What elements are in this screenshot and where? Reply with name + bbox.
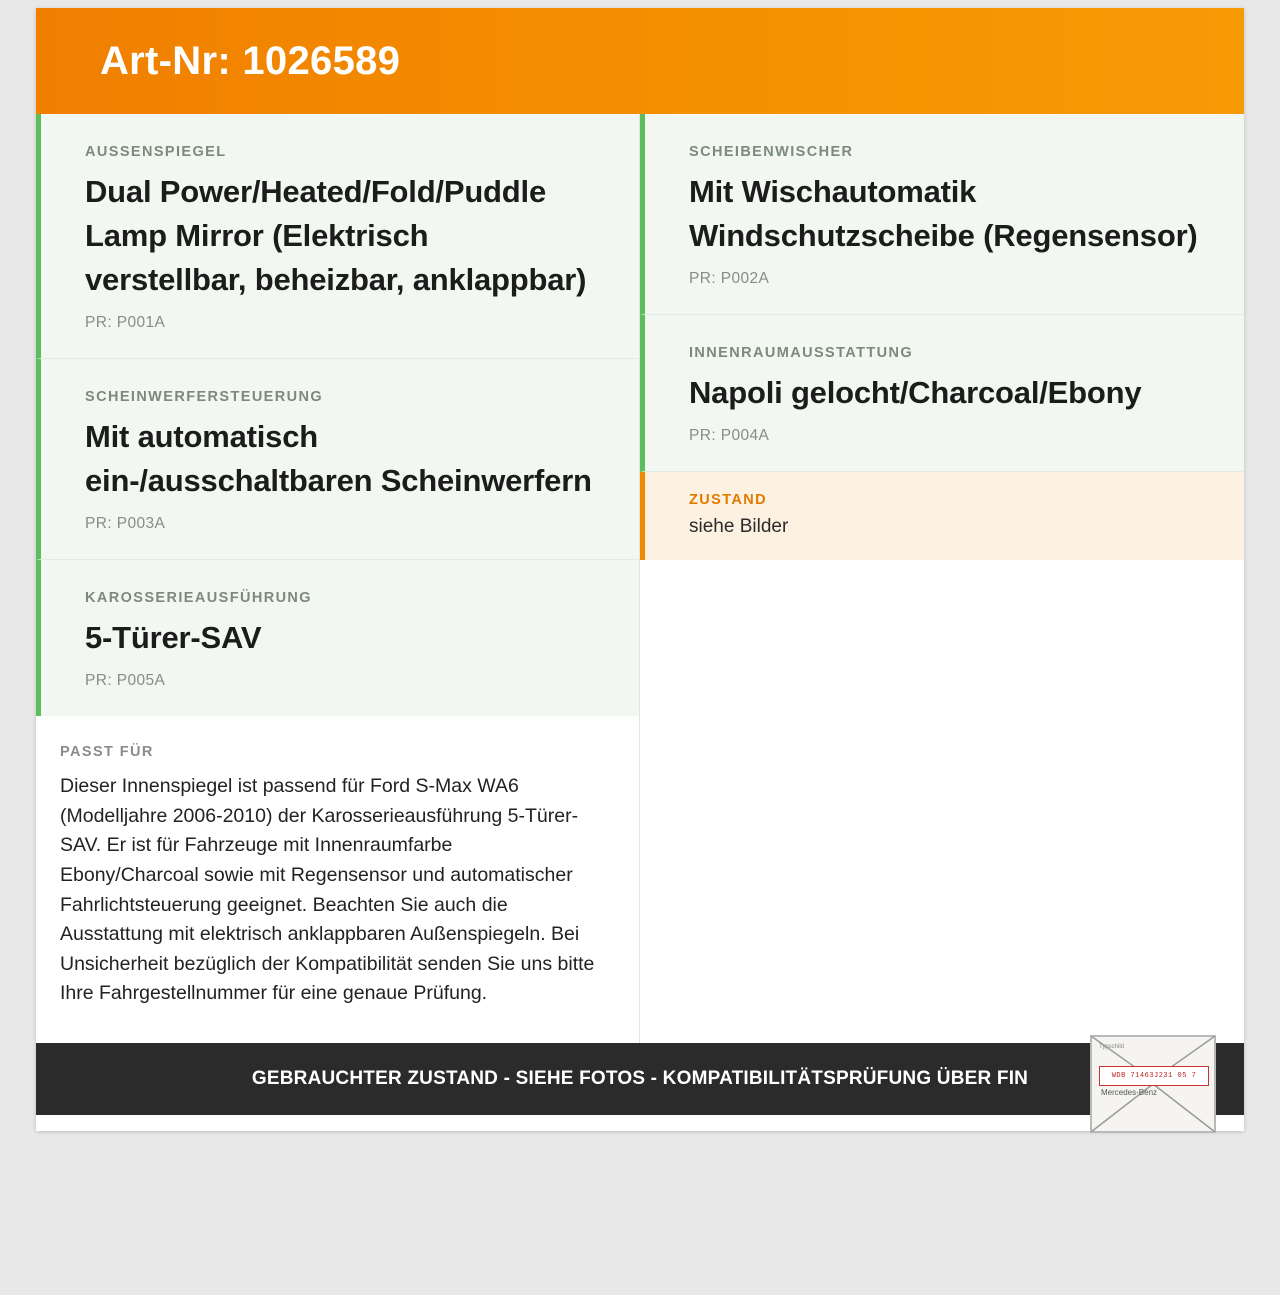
fitment-label: PASST FÜR xyxy=(60,744,154,761)
feature-value: Mit automatisch ein-/ausschaltbaren Scheinwerfern xyxy=(85,419,592,499)
feature-label: SCHEINWERFERSTEUERUNG xyxy=(85,389,324,406)
typeplate-vin: WDB 71463J231 05 7 xyxy=(1099,1066,1209,1086)
footer-text: GEBRAUCHTER ZUSTAND - SIEHE FOTOS - KOMPATIBILITÄTSPRÜFUNG ÜBER FIN xyxy=(251,1068,1029,1090)
feature-value: Mit Wischautomatik Windschutzscheibe (Regensensor) xyxy=(689,174,1198,254)
feature-card xyxy=(36,560,639,716)
features-columns xyxy=(36,114,1244,716)
features-column-left xyxy=(36,114,640,716)
feature-card xyxy=(36,359,639,560)
article-header xyxy=(36,8,1244,114)
feature-value: Dual Power/Heated/Fold/Puddle Lamp Mirror (Elektrisch verstellbar, beheizbar, anklappbar) xyxy=(85,174,587,298)
condition-label: ZUSTAND xyxy=(689,492,767,509)
typeplate-photo xyxy=(1090,1035,1216,1133)
feature-label: AUSSENSPIEGEL xyxy=(85,144,227,160)
fitment-text: Dieser Innenspiegel ist passend für Ford S-Max WA6 (Modelljahre 2006-2010) der Karosserieausführung 5-Türer-SAV. Er ist für Fahrzeuge mit Innenraumfarbe Ebony/Charcoal sowie mit Regensensor und automatischer Fahrlichtsteuerung geeignet. Beachten Sie auch die Ausstattung mit elektrisch anklappbaren Außenspiegeln. Bei Unsicherheit bezüglich der Kompatibilität senden Sie uns bitte Ihre Fahrgestellnummer für eine genaue Prüfung. xyxy=(60,775,595,1005)
feature-pr-code: PR: P003A xyxy=(85,515,166,533)
feature-pr-code: PR: P002A xyxy=(689,270,770,288)
feature-card xyxy=(640,315,1244,472)
feature-pr-code: PR: P005A xyxy=(85,672,166,690)
feature-label: KAROSSERIEAUSFÜHRUNG xyxy=(85,590,312,607)
fitment-section xyxy=(36,716,640,1043)
feature-label: SCHEIBENWISCHER xyxy=(689,144,854,160)
footer-banner xyxy=(36,1043,1244,1115)
typeplate-top-text: Typschild xyxy=(1099,1044,1125,1051)
condition-card xyxy=(640,472,1244,560)
feature-pr-code: PR: P001A xyxy=(85,314,166,332)
feature-card xyxy=(36,114,639,359)
product-sheet xyxy=(36,8,1244,1131)
feature-value: 5-Türer-SAV xyxy=(85,620,262,656)
feature-card xyxy=(640,114,1244,315)
feature-value: Napoli gelocht/Charcoal/Ebony xyxy=(689,375,1142,411)
feature-label: INNENRAUMAUSSTATTUNG xyxy=(689,345,914,362)
feature-pr-code: PR: P004A xyxy=(689,427,770,445)
features-column-right xyxy=(640,114,1244,560)
footer-area xyxy=(36,1043,1244,1131)
condition-value: siehe Bilder xyxy=(689,516,789,538)
page-title: Art-Nr: 1026589 xyxy=(100,38,401,83)
typeplate-brand: Mercedes-Benz xyxy=(1101,1088,1158,1098)
